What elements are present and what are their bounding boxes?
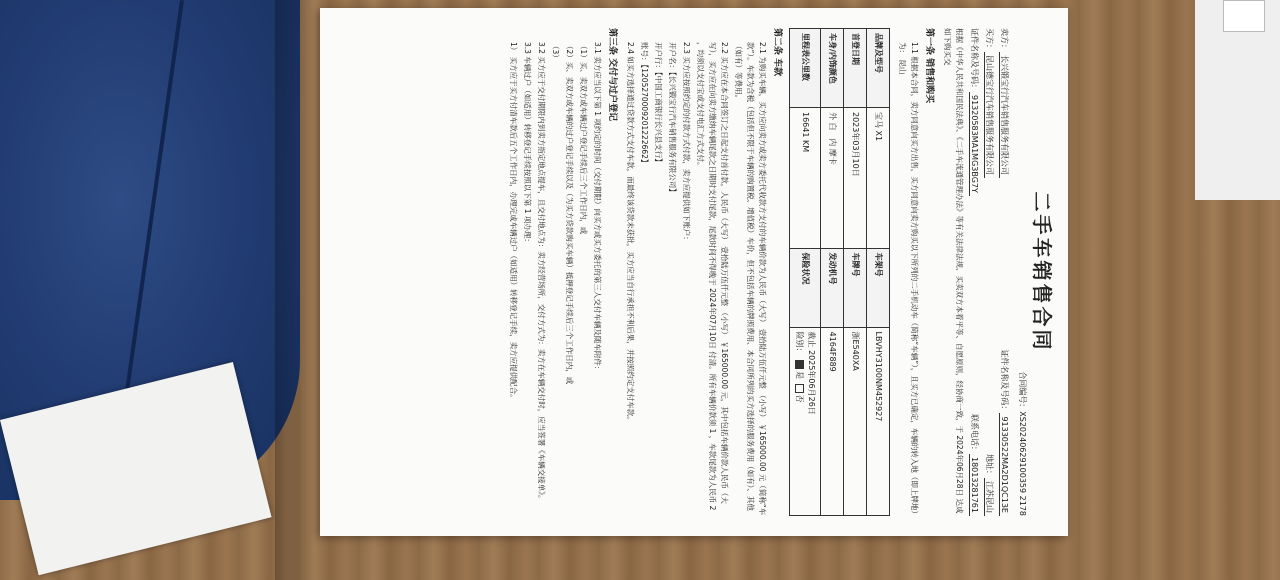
buyer-phone-label: 联系电话：: [970, 414, 979, 454]
contract-sheet: [320, 8, 1068, 536]
article-3-title: 第三条 交付与过户登记: [607, 28, 617, 122]
article-3-3a: 1） 买方应于买方付清车款后五个工作日内，办理完成车辆过户（如适用）转移登记手续，卖方应提供配合。: [509, 42, 518, 402]
article-3-1: 3.1 卖方应当以下第 1 项约定的时间（交付期限）向买方或买方委托的第三人交付车辆及随车附件：: [593, 42, 602, 374]
seller-row: [998, 28, 1010, 516]
account-number-line: 账号：【1205270009201222662】: [640, 42, 649, 167]
cell-vin: LBVHY3100NM452927: [867, 327, 890, 515]
cell-reg-date: 2023年03月10日: [844, 108, 867, 249]
buyer-id-row: [968, 28, 980, 516]
table-row: [867, 29, 890, 516]
contract-number-label: 合同编号：: [1018, 371, 1027, 412]
insurance-type-label: 险别：: [795, 331, 804, 356]
article-3-1a: （1）买、卖双方或车辆过户登记手续后三个工作日内，或: [579, 42, 588, 235]
cell-reg-date-label: 首登日期: [844, 29, 867, 108]
article-3-2: 3.2 买方应于交付期限内到卖方指定地点提车，且交付地点为：卖方经营场所，交付方式为：卖方在车辆交付时，应当签署《车辆交接单》。: [537, 42, 546, 503]
cell-brand: 宝马 X1: [867, 108, 890, 249]
article-3-3: 3.3 车辆过户（如适用）转移登记手续按照以下第 1 项办理：: [523, 42, 532, 246]
contract-title: 二手车销售合同: [1030, 191, 1054, 353]
buyer-id: 91320583MA1MG3BG7Y: [969, 92, 979, 196]
checkbox-yes: [795, 360, 804, 369]
seller-label: 卖方：: [1000, 28, 1009, 52]
option-no: 否: [795, 394, 804, 403]
option-yes: 是: [795, 371, 804, 380]
article-2-3: 2.3 买方应按照约定的付款方式付款，卖方应提供如下账户：: [682, 42, 691, 244]
bank-line: 开户行：【中国工商银行长兴县支行】: [654, 42, 663, 166]
account-number-label: 账号：: [640, 42, 649, 65]
buyer-label: 买方：: [985, 28, 994, 52]
cell-insurance-label: 保险状况: [790, 248, 821, 327]
seller-id: 91330522MA2D1QC13E: [999, 413, 1009, 516]
article-2-title: 第二条 车款: [772, 28, 782, 77]
cell-vin-label: 车架号: [867, 248, 890, 327]
article-2-1: 2.1 为购买车辆，买方应向卖方或卖方委托代收款方支付的车辆价款为人民币（大写） 壹拾陆万伍仟元整 （小写） ￥165000.00 元（简称“车款”）。车款为含税（包括但不限于车辆的购置税、增值税）车价，但不包括车辆的牌照费用、本合同所列的买方选择的服务费用（如有）、其他（如有）等费用。: [734, 42, 767, 516]
seller-name: 长兴锻宝行汽车销售服务有限公司: [999, 52, 1009, 178]
cell-insurance: [790, 327, 821, 515]
account-name-label: 开户名：: [668, 42, 677, 72]
buyer-name: 昆山德宝行汽车销售服务有限公司: [984, 52, 994, 178]
article-3-1b: （2）买、卖双方或车辆的过户登记手续以及（为买方贷款购买车辆）抵押登记手续后三个工作日内，或: [565, 42, 574, 385]
interior-color: 内 摩卡: [828, 138, 837, 165]
table-row: [790, 29, 821, 516]
contract-number: [1016, 28, 1028, 516]
vehicle-table: [789, 28, 890, 516]
small-paper: [1223, 0, 1265, 32]
cell-color: [821, 108, 844, 249]
cell-engine-label: 发动机号: [821, 248, 844, 327]
seller-id-label: 证件名称及号码：: [1000, 349, 1009, 414]
sheet-shadow: [275, 0, 315, 580]
article-2-4: 2.4 如买方选择通过贷款方式支付车款，而最终该贷款未获批，买方应当自行承担不利后果，并按照约定支付车款。: [626, 42, 635, 424]
article-2-2: 2.2 买方应在本合同签订之日起支付首付款，人民币（大写） 壹拾陆万伍仟元整 （小写） ￥165000.00 元，其中包括车辆价款人民币（大写），买方应在向卖方缴纳车辆尾款之日期时支付尾款，尾款时间不得晚于 2024年07月10日 付清。所有车辆价款须 1 ，车款尾款为人民币 2 ，均须以支付宝或支付电汇方式支付。: [696, 42, 729, 511]
cell-mileage: 16641 KM: [790, 108, 821, 249]
contract-number-value: XS20240629100359 2178: [1018, 411, 1027, 516]
buyer-row: [983, 28, 995, 516]
cell-plate: 浙E540XA: [844, 327, 867, 515]
bank-name: 中国工商银行长兴县支行: [654, 75, 663, 159]
intro-text: 根据《中华人民共和国民法典》、《二手车流通管理办法》等有关法律法规、买卖双方本着平等、自愿原则，经协商一致，于 2024年06月28日 达成如下购买交: [943, 28, 964, 514]
cell-color-label: 车身/内饰颜色: [821, 29, 844, 108]
buyer-phone: 18013281761: [969, 454, 979, 516]
cell-mileage-label: 里程表公里数: [790, 29, 821, 108]
paper-stack: [1195, 0, 1280, 200]
contract-page: [320, 8, 1068, 536]
account-name: 长兴锻宝行汽车销售服务有限公司: [668, 75, 677, 189]
insurance-until: 截止 2025年06月26日: [807, 331, 816, 415]
buyer-addr-label: 地址：: [985, 454, 994, 478]
cell-plate-label: 车牌号: [844, 248, 867, 327]
buyer-id-label: 证件名称及号码：: [970, 28, 979, 92]
table-row: [821, 29, 844, 516]
article-1-title: 第一条 销售和购买: [924, 28, 934, 104]
article-3-1c: （3）: [551, 42, 560, 62]
cell-engine: 4164F889: [821, 327, 844, 515]
account-name-line: 开户名：【长兴锻宝行汽车销售服务有限公司】: [668, 42, 677, 196]
table-row: [844, 29, 867, 516]
checkbox-no: [795, 384, 804, 393]
exterior-color: 外 白: [828, 112, 837, 131]
bank-label: 开户行：: [654, 42, 663, 72]
buyer-addr: 江苏昆山: [984, 478, 994, 516]
cell-brand-label: 品牌及型号: [867, 29, 890, 108]
account-number: 1205270009201222662: [640, 68, 649, 159]
article-1-1: 1.1 根据本合同，卖方同意向买方出售，买方同意向卖方购买以下所列的二手机动车（简称“车辆”），且买方已确定，车辆的转入地（即上牌地）为： 昆山: [898, 42, 919, 515]
